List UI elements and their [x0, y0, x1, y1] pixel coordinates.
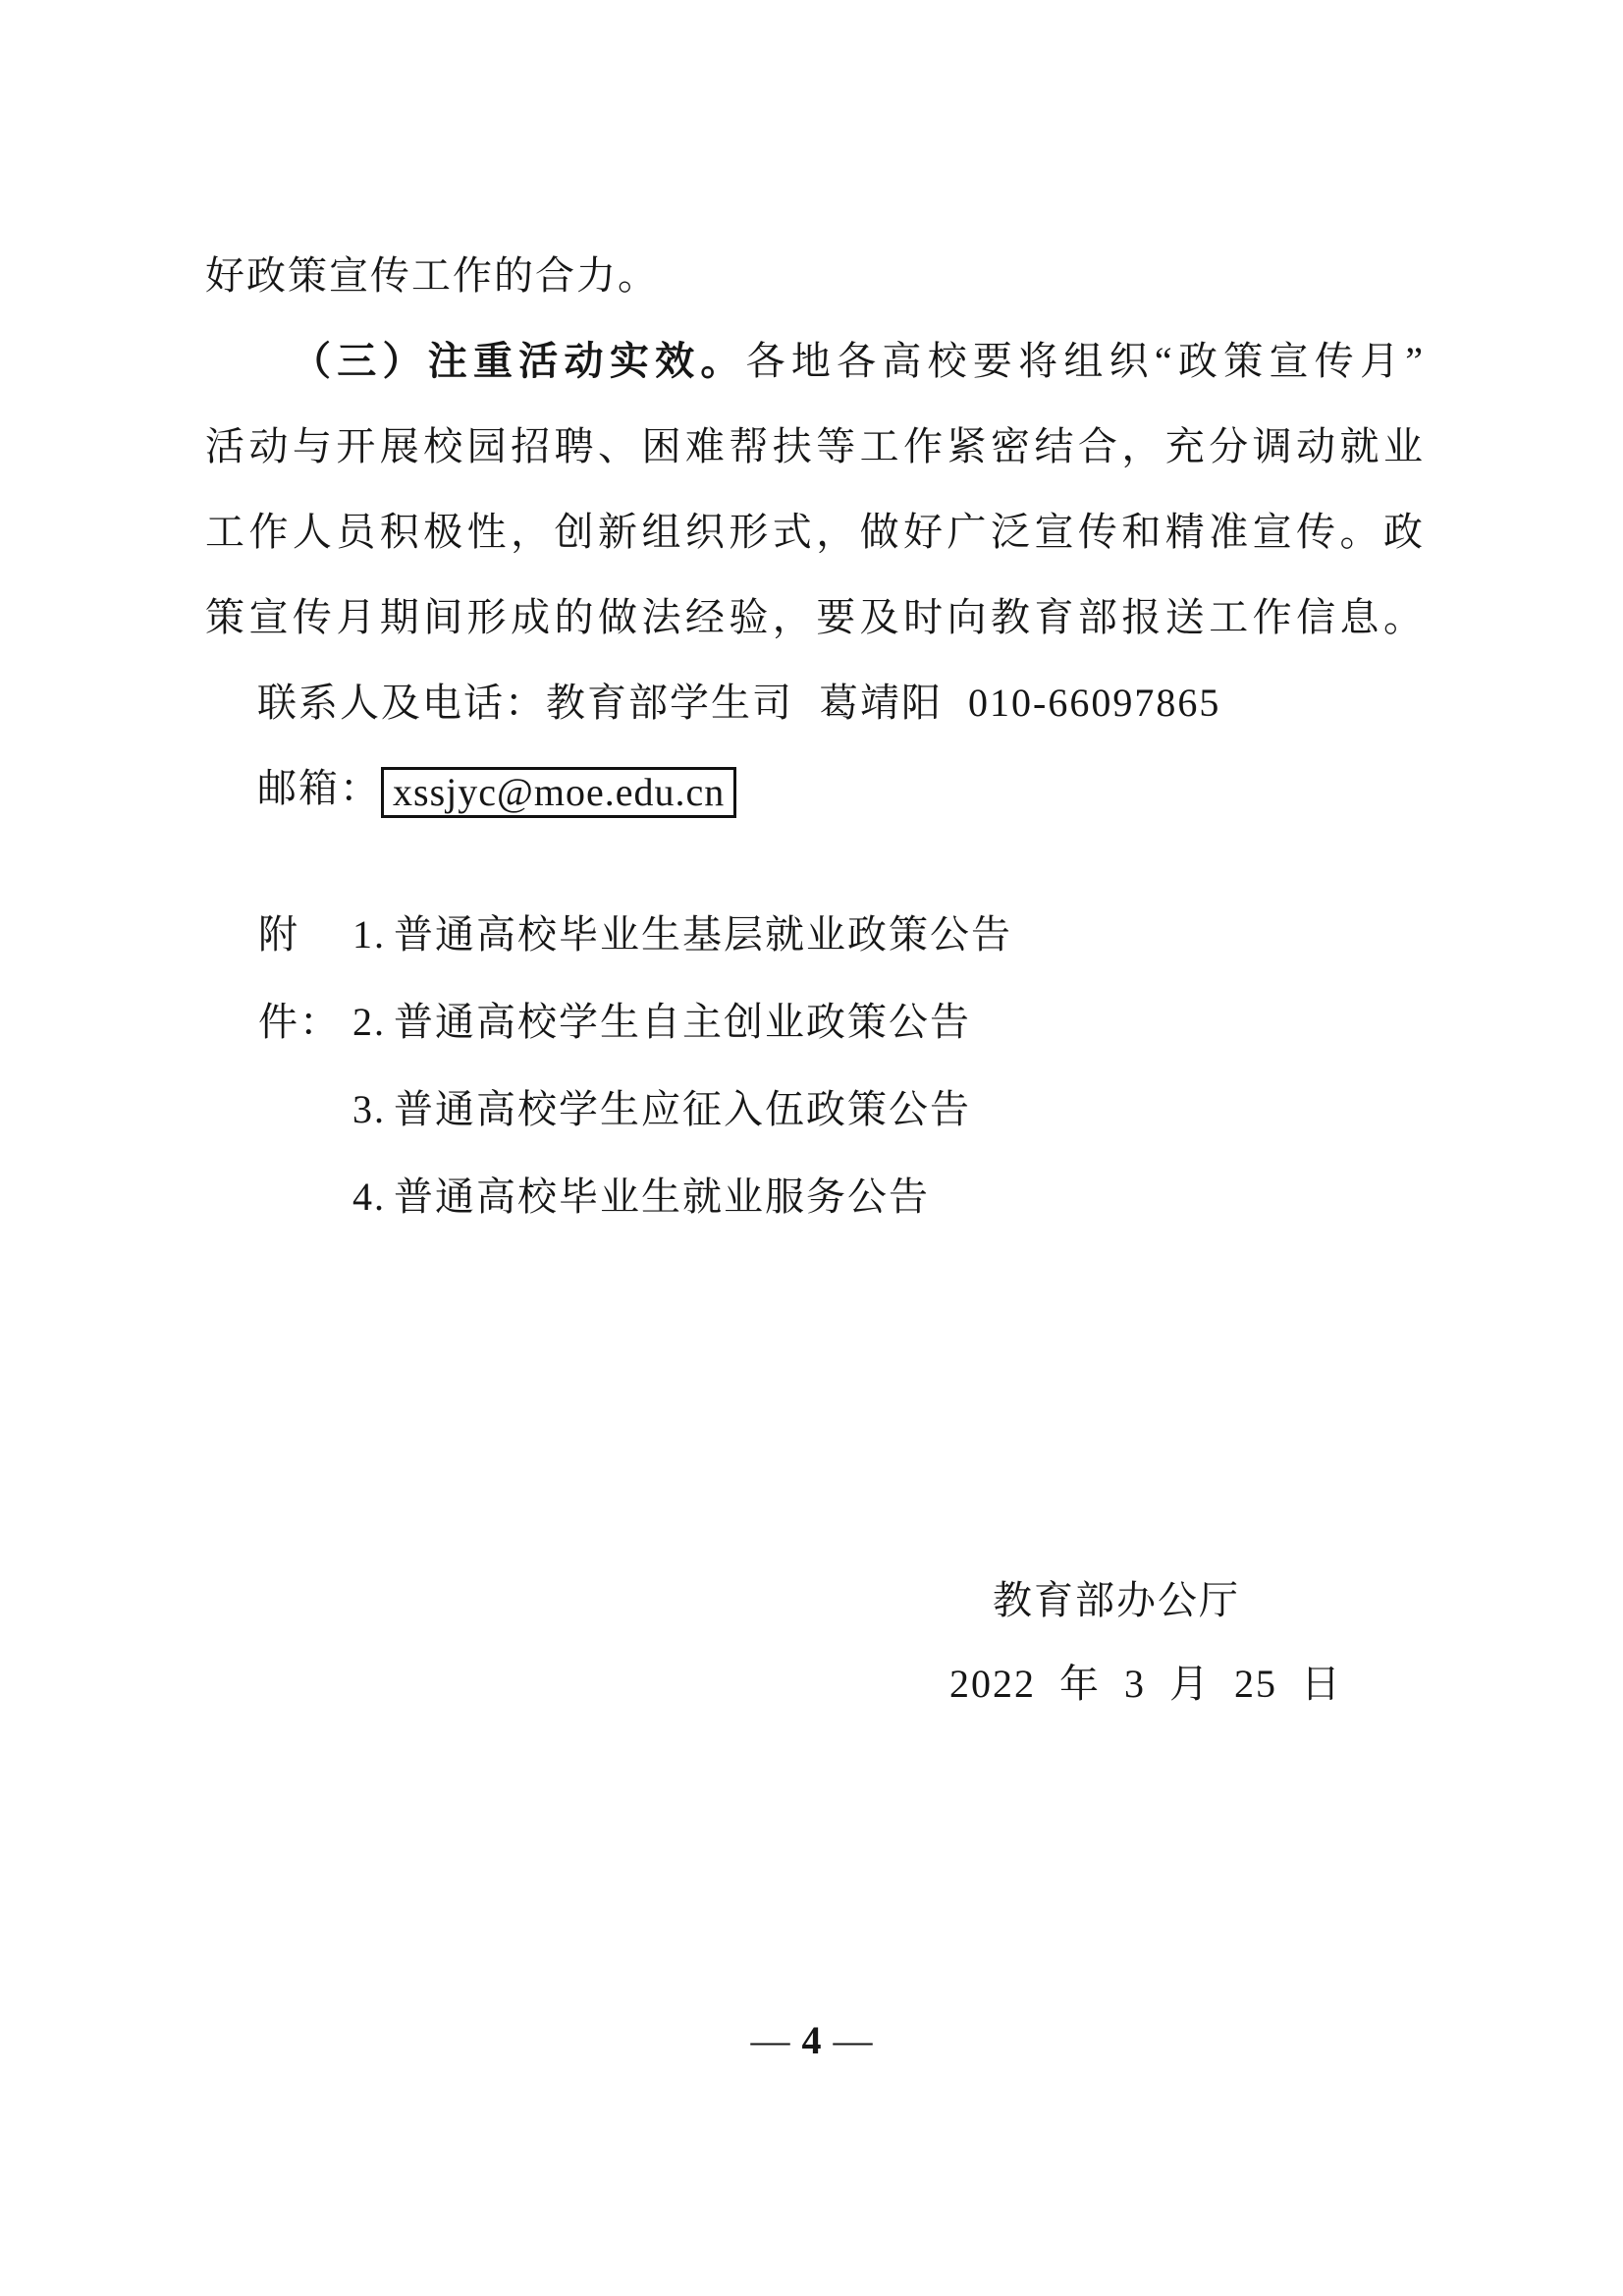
paragraph-3-line-4: 策宣传月期间形成的做法经验，要及时向教育部报送工作信息。 — [205, 595, 1425, 639]
attachment-number: 3. — [352, 1087, 386, 1131]
paragraph-3-lead: （三）注重活动实效。 — [292, 339, 746, 383]
paragraph-3-line-1 — [205, 318, 1425, 404]
email-label: 邮箱： — [257, 766, 381, 810]
signature-org: 教育部办公厅 — [993, 1578, 1240, 1622]
attachments-label-spacer — [258, 1153, 352, 1240]
attachment-title: 普通高校毕业生基层就业政策公告 — [394, 912, 1012, 957]
signature-block — [949, 1558, 1342, 1725]
document-body — [205, 233, 1425, 831]
paragraph-3-line-2: 活动与开展校园招聘、困难帮扶等工作紧密结合，充分调动就业 — [205, 424, 1425, 468]
email-line — [205, 745, 1425, 831]
page-number-dash-left: — — [750, 2018, 790, 2062]
page-number-dash-right: — — [833, 2018, 873, 2062]
attachments-list — [258, 891, 1012, 1240]
attachment-title: 普通高校学生应征入伍政策公告 — [394, 1087, 971, 1131]
attachment-item — [258, 1066, 1012, 1153]
email-address: xssjyc@moe.edu.cn — [381, 767, 736, 818]
attachments-label-spacer — [258, 1066, 352, 1153]
attachments-label: 附件： — [258, 912, 341, 1044]
paragraph-3-line-1-rest: 各地各高校要将组织“政策宣传月” — [745, 339, 1425, 383]
attachment-number: 1. — [352, 912, 386, 957]
signature-date: 2022 年 3 月 25 日 — [949, 1662, 1342, 1706]
page-number-value: 4 — [801, 2018, 822, 2062]
attachment-title: 普通高校学生自主创业政策公告 — [394, 1000, 971, 1044]
contact-line: 联系人及电话：教育部学生司 葛靖阳 010-66097865 — [257, 681, 1221, 725]
attachment-number: 2. — [352, 1000, 386, 1044]
page-number — [0, 2011, 1623, 2070]
attachment-number: 4. — [352, 1175, 386, 1219]
attachment-title: 普通高校毕业生就业服务公告 — [394, 1175, 930, 1219]
attachment-item — [258, 978, 1012, 1066]
attachments-label-spacer — [258, 978, 352, 1066]
paragraph-3-line-3: 工作人员积极性，创新组织形式，做好广泛宣传和精准宣传。政 — [205, 510, 1425, 554]
paragraph-continuation-line: 好政策宣传工作的合力。 — [205, 253, 659, 298]
attachment-item — [258, 1153, 1012, 1240]
